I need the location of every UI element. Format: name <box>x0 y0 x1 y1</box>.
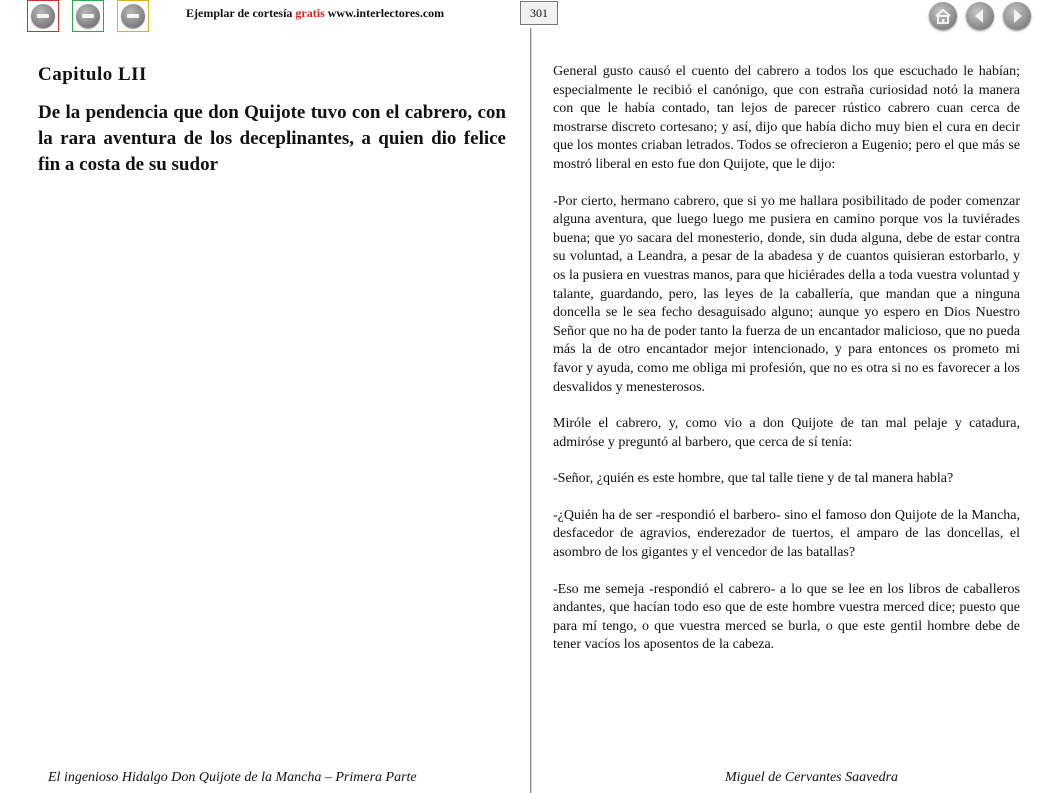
arrow-right-icon <box>1003 2 1031 30</box>
chapter-subtitle: De la pendencia que don Quijote tuvo con el cabrero, con la rara aventura de los deceplinantes, a quien dio felice fin a costa de su sudor <box>38 102 506 175</box>
courtesy-banner <box>186 6 444 21</box>
courtesy-gratis: gratis <box>295 6 325 20</box>
previous-page-button[interactable] <box>966 2 994 30</box>
courtesy-prefix: Ejemplar de cortesía <box>186 6 293 20</box>
minus-icon <box>31 4 55 28</box>
paragraph: -¿Quién ha de ser -respondió el barbero- sino el famoso don Quijote de la Mancha, desfacedor de agravios, enderezador de tuertos, el amparo de las doncellas, el asombro de los gigantes y el vencedor de las batallas? <box>553 507 1020 561</box>
home-icon <box>929 2 957 30</box>
arrow-left-icon <box>966 2 994 30</box>
paragraph: -Señor, ¿quién es este hombre, que tal talle tiene y de tal manera habla? <box>553 471 954 487</box>
chapter-body <box>553 63 1020 673</box>
minus-icon <box>76 4 100 28</box>
paragraph: General gusto causó el cuento del cabrero a todos los que escuchado le habían; especialmente le recibió el canónigo, que con estraña curiosidad notó la manera con que le había contado, tan lejos de parecer rústico cabrero cuan cerca de mostrarse discreto cortesano; y así, dijo que había dicho muy bien el cura en decir que los montes criaban letrados. Todos se ofrecieron a Eugenio; pero el que más se mostró liberal en esto fue don Quijote, que le dijo: <box>553 64 1020 172</box>
column-divider <box>530 28 531 793</box>
paragraph: -Eso me semeja -respondió el cabrero- a lo que se lee en los libros de caballeros andantes, que hacían todo eso que de este hombre vuestra merced dice; puesto que para mí tengo, o que vuestra merced se burla, o que este gentil hombre debe de tener vacíos los aposentos de la cabeza. <box>553 581 1020 653</box>
footer-author: Miguel de Cervantes Saavedra <box>725 770 899 785</box>
minus-icon <box>121 4 145 28</box>
minimize-button-green[interactable] <box>72 0 104 32</box>
minimize-button-red[interactable] <box>27 0 59 32</box>
home-button[interactable] <box>929 2 957 30</box>
paragraph: -Por cierto, hermano cabrero, que si yo me hallara posibilitado de poder comenzar alguna aventura, que luego luego me pusiera en camino porque vos la tuviérades buena; que yo sacara del monesterio, donde, sin duda alguna, debe de estar contra su voluntad, a Leandra, a pesar de la abadesa y de cuantos quisieran estorbarlo, y os la pusiera en vuestras manos, para que hiciérades della a toda vuestra voluntad y talante, guardando, pero, las leyes de la caballería, que mandan que a ninguna doncella se le sea fecho desaguisado alguno; aunque yo espero en Dios Nuestro Señor que no ha de poder tanto la fuerza de un encantador malicioso, que no pueda más la de otro encantador mejor intencionado, y para entonces os prometo mi favor y ayuda, como me obliga mi profesión, que no es otra si no es favorecer a los desvalidos y menesterosos. <box>553 193 1020 395</box>
chapter-title: Capitulo LII <box>38 64 147 85</box>
next-page-button[interactable] <box>1003 2 1031 30</box>
courtesy-url[interactable]: www.interlectores.com <box>327 6 445 20</box>
page-number: 301 <box>520 1 558 25</box>
minimize-button-yellow[interactable] <box>117 0 149 32</box>
footer-book-title: El ingenioso Hidalgo Don Quijote de la Mancha – Primera Parte <box>48 770 417 785</box>
paragraph: Miróle el cabrero, y, como vio a don Quijote de tan mal pelaje y catadura, admiróse y preguntó al barbero, que cerca de sí tenía: <box>553 416 1020 450</box>
